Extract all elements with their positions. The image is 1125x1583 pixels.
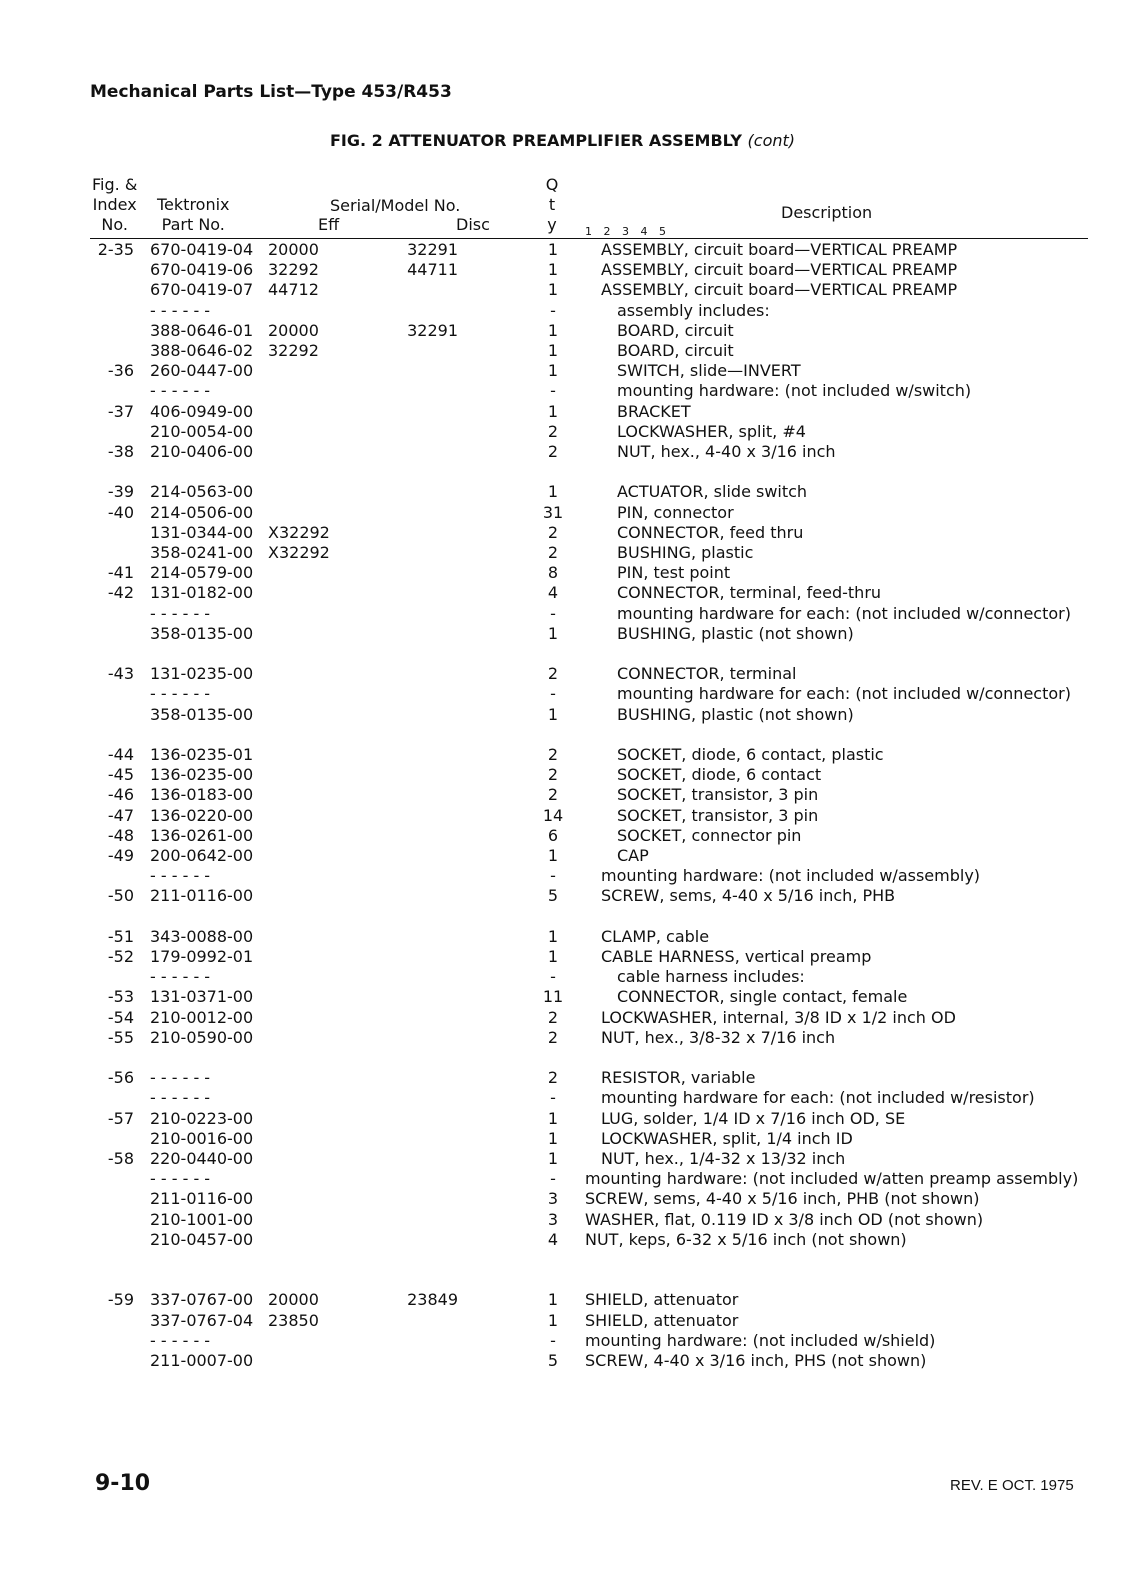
description-cell: mounting hardware for each: (not included w/resistor): [601, 1088, 1035, 1108]
description-cell: SOCKET, transistor, 3 pin: [617, 805, 819, 825]
table-row: [0, 1351, 1125, 1371]
description-cell: LOCKWASHER, split, 1/4 inch ID: [601, 1128, 853, 1148]
description-cell: ASSEMBLY, circuit board—VERTICAL PREAMP: [601, 240, 958, 259]
description-cell: NUT, hex., 3/8-32 x 7/16 inch: [601, 1027, 836, 1047]
serial-eff-cell: X32292: [268, 543, 330, 562]
quantity-cell: 2: [547, 1068, 559, 1088]
table-row: [0, 1088, 1125, 1108]
part-number-cell: 131-0235-00: [150, 664, 254, 684]
quantity-cell: 1: [547, 341, 559, 360]
description-cell: SOCKET, diode, 6 contact, plastic: [617, 745, 884, 764]
description-cell: NUT, keps, 6-32 x 5/16 inch (not shown): [585, 1229, 907, 1249]
table-row: [0, 1331, 1125, 1351]
serial-eff-cell: 20000: [268, 1290, 319, 1310]
quantity-cell: -: [550, 381, 556, 401]
description-cell: LOCKWASHER, internal, 3/8 ID x 1/2 inch OD: [601, 1007, 956, 1027]
part-number-cell: 670-0419-06: [150, 260, 254, 280]
serial-disc-cell: 32291: [407, 240, 458, 259]
part-number-cell: 220-0440-00: [150, 1149, 254, 1168]
index-cell: -38: [107, 442, 134, 461]
part-number-cell: 358-0135-00: [150, 623, 254, 643]
index-cell: -40: [107, 502, 134, 522]
index-cell: -41: [107, 563, 134, 583]
part-number-cell: - - - - - -: [150, 684, 211, 704]
description-cell: PIN, connector: [617, 502, 734, 522]
description-cell: CAP: [617, 846, 649, 865]
quantity-cell: 1: [547, 1108, 559, 1128]
part-number-cell: 210-0457-00: [150, 1229, 254, 1249]
part-number-cell: - - - - - -: [150, 381, 211, 401]
part-number-cell: 343-0088-00: [150, 926, 254, 946]
part-number-cell: 210-0012-00: [150, 1007, 254, 1027]
description-cell: CLAMP, cable: [601, 926, 710, 946]
quantity-cell: 1: [547, 482, 559, 502]
part-number-cell: - - - - - -: [150, 1169, 211, 1189]
quantity-cell: 1: [547, 361, 559, 381]
part-number-cell: 358-0241-00: [150, 543, 254, 562]
index-cell: -45: [107, 765, 134, 785]
table-row: [0, 240, 1125, 260]
table-row: [0, 765, 1125, 785]
index-cell: -59: [107, 1290, 134, 1310]
quantity-cell: 1: [547, 947, 559, 966]
table-row: [0, 1230, 1125, 1250]
table-row: [0, 664, 1125, 684]
index-cell: -56: [107, 1068, 134, 1088]
part-number-cell: 214-0563-00: [150, 482, 254, 502]
col-header-indent-levels: 1 2 3 4 5: [585, 225, 670, 238]
quantity-cell: 2: [547, 543, 559, 562]
index-cell: -36: [107, 361, 134, 381]
index-cell: -37: [107, 401, 134, 421]
description-cell: BUSHING, plastic (not shown): [617, 623, 854, 643]
index-cell: -55: [107, 1027, 134, 1047]
description-cell: SWITCH, slide—INVERT: [617, 361, 801, 381]
table-row: [0, 321, 1125, 341]
quantity-cell: 2: [547, 745, 559, 764]
table-row: [0, 442, 1125, 462]
revision-note: REV. E OCT. 1975: [950, 1477, 1074, 1494]
quantity-cell: 4: [547, 1229, 559, 1249]
index-cell: -46: [107, 785, 134, 805]
part-number-cell: 136-0261-00: [150, 825, 254, 845]
part-number-cell: 136-0235-00: [150, 765, 254, 785]
part-number-cell: 136-0235-01: [150, 745, 254, 764]
index-cell: -49: [107, 846, 134, 865]
quantity-cell: -: [550, 684, 556, 704]
part-number-cell: 210-0016-00: [150, 1128, 254, 1148]
description-cell: SCREW, sems, 4-40 x 5/16 inch, PHB: [601, 886, 896, 906]
description-cell: ASSEMBLY, circuit board—VERTICAL PREAMP: [601, 280, 958, 300]
serial-eff-cell: 20000: [268, 320, 319, 340]
quantity-cell: 14: [542, 805, 564, 825]
quantity-cell: 3: [547, 1189, 559, 1209]
quantity-cell: 2: [547, 1007, 559, 1027]
quantity-cell: 5: [547, 1351, 559, 1370]
table-row: [0, 341, 1125, 361]
index-cell: -54: [107, 1007, 134, 1027]
part-number-cell: 388-0646-02: [150, 341, 254, 360]
part-number-cell: 131-0344-00: [150, 522, 254, 542]
quantity-cell: 11: [542, 987, 564, 1007]
description-cell: mounting hardware: (not included w/switch): [617, 381, 972, 401]
quantity-cell: -: [550, 1088, 556, 1108]
table-row: [0, 604, 1125, 624]
part-number-cell: 211-0007-00: [150, 1351, 254, 1370]
quantity-cell: 1: [547, 260, 559, 280]
description-cell: RESISTOR, variable: [601, 1068, 756, 1088]
index-cell: -42: [107, 583, 134, 603]
part-number-cell: 210-0406-00: [150, 442, 254, 461]
table-row: [0, 1129, 1125, 1149]
description-cell: mounting hardware: (not included w/shield): [585, 1330, 936, 1350]
table-row: [0, 482, 1125, 502]
part-number-cell: - - - - - -: [150, 603, 211, 623]
part-number-cell: 210-0054-00: [150, 421, 254, 441]
description-cell: PIN, test point: [617, 563, 731, 583]
table-row: [0, 967, 1125, 987]
table-row: [0, 260, 1125, 280]
quantity-cell: -: [550, 603, 556, 623]
part-number-cell: - - - - - -: [150, 300, 211, 320]
figure-title: [0, 131, 1125, 150]
description-cell: NUT, hex., 4-40 x 3/16 inch: [617, 442, 836, 461]
table-row: [0, 543, 1125, 563]
quantity-cell: 4: [547, 583, 559, 603]
description-cell: SCREW, sems, 4-40 x 5/16 inch, PHB (not shown): [585, 1189, 980, 1209]
table-row: [0, 503, 1125, 523]
col-header-qty: Q t y: [545, 175, 559, 234]
description-cell: SHIELD, attenuator: [585, 1290, 739, 1310]
quantity-cell: 2: [547, 1027, 559, 1047]
description-cell: CONNECTOR, terminal, feed-thru: [617, 583, 882, 603]
serial-eff-cell: 32292: [268, 341, 319, 360]
table-row: [0, 1028, 1125, 1048]
index-cell: -57: [107, 1108, 134, 1128]
quantity-cell: 2: [547, 421, 559, 441]
quantity-cell: 1: [547, 623, 559, 643]
table-row: [0, 402, 1125, 422]
part-number-cell: 131-0182-00: [150, 583, 254, 603]
index-cell: -39: [107, 482, 134, 502]
serial-eff-cell: X32292: [268, 522, 330, 542]
table-row: [0, 927, 1125, 947]
part-number-cell: 211-0116-00: [150, 1189, 254, 1209]
table-row: [0, 583, 1125, 603]
quantity-cell: -: [550, 866, 556, 886]
quantity-cell: 1: [547, 1128, 559, 1148]
serial-eff-cell: 32292: [268, 260, 319, 280]
page-header-title: Mechanical Parts List—Type 453/R453: [90, 82, 452, 102]
quantity-cell: 1: [547, 1290, 559, 1310]
description-cell: CONNECTOR, single contact, female: [617, 987, 908, 1007]
table-row: [0, 1149, 1125, 1169]
description-cell: ACTUATOR, slide switch: [617, 482, 808, 502]
table-row: [0, 1189, 1125, 1209]
part-number-cell: 260-0447-00: [150, 361, 254, 381]
quantity-cell: 1: [547, 704, 559, 724]
table-row: [0, 523, 1125, 543]
part-number-cell: - - - - - -: [150, 1068, 211, 1088]
table-row: [0, 381, 1125, 401]
part-number-cell: 358-0135-00: [150, 704, 254, 724]
description-cell: mounting hardware: (not included w/atten preamp assembly): [585, 1169, 1079, 1189]
part-number-cell: 337-0767-04: [150, 1310, 254, 1330]
table-row: [0, 806, 1125, 826]
quantity-cell: 2: [547, 785, 559, 805]
index-cell: -58: [107, 1149, 134, 1168]
table-row: [0, 1311, 1125, 1331]
quantity-cell: 1: [547, 926, 559, 946]
col-header-fig-index: Fig. & Index No.: [92, 175, 138, 234]
quantity-cell: 6: [547, 825, 559, 845]
table-row: [0, 684, 1125, 704]
description-cell: LUG, solder, 1/4 ID x 7/16 inch OD, SE: [601, 1108, 906, 1128]
table-row: [0, 422, 1125, 442]
page-number: 9-10: [95, 1471, 151, 1496]
description-cell: LOCKWASHER, split, #4: [617, 421, 806, 441]
table-row: [0, 1068, 1125, 1088]
table-row: [0, 280, 1125, 300]
part-number-cell: - - - - - -: [150, 967, 211, 987]
description-cell: WASHER, flat, 0.119 ID x 3/8 inch OD (not shown): [585, 1209, 984, 1229]
table-row: [0, 947, 1125, 967]
quantity-cell: 2: [547, 522, 559, 542]
table-row: [0, 301, 1125, 321]
serial-eff-cell: 44712: [268, 280, 319, 300]
header-rule: [90, 238, 1088, 239]
part-number-cell: 670-0419-07: [150, 280, 254, 300]
part-number-cell: 136-0220-00: [150, 805, 254, 825]
index-cell: -50: [107, 886, 134, 906]
description-cell: CONNECTOR, feed thru: [617, 522, 804, 542]
description-cell: SHIELD, attenuator: [585, 1310, 739, 1330]
part-number-cell: 214-0506-00: [150, 502, 254, 522]
index-cell: -48: [107, 825, 134, 845]
table-row: [0, 826, 1125, 846]
quantity-cell: 2: [547, 765, 559, 785]
description-cell: BUSHING, plastic (not shown): [617, 704, 854, 724]
index-cell: -53: [107, 987, 134, 1007]
part-number-cell: 210-0590-00: [150, 1027, 254, 1047]
quantity-cell: 1: [547, 240, 559, 259]
part-number-cell: 214-0579-00: [150, 563, 254, 583]
part-number-cell: - - - - - -: [150, 1088, 211, 1108]
part-number-cell: 179-0992-01: [150, 947, 254, 966]
part-number-cell: - - - - - -: [150, 1330, 211, 1350]
description-cell: BOARD, circuit: [617, 341, 734, 360]
description-cell: SOCKET, transistor, 3 pin: [617, 785, 819, 805]
serial-disc-cell: 32291: [407, 320, 458, 340]
quantity-cell: -: [550, 1169, 556, 1189]
description-cell: mounting hardware for each: (not included w/connector): [617, 603, 1071, 623]
quantity-cell: 3: [547, 1209, 559, 1229]
quantity-cell: -: [550, 300, 556, 320]
serial-eff-cell: 23850: [268, 1310, 319, 1330]
description-cell: ASSEMBLY, circuit board—VERTICAL PREAMP: [601, 260, 958, 280]
part-number-cell: 337-0767-00: [150, 1290, 254, 1310]
description-cell: mounting hardware for each: (not included w/connector): [617, 684, 1071, 704]
index-cell: -51: [107, 926, 134, 946]
table-row: [0, 624, 1125, 644]
index-cell: -52: [107, 947, 134, 966]
serial-eff-cell: 20000: [268, 240, 319, 259]
col-header-part-no: Tektronix Part No.: [157, 195, 230, 234]
description-cell: SOCKET, connector pin: [617, 825, 802, 845]
part-number-cell: 670-0419-04: [150, 240, 254, 259]
quantity-cell: 1: [547, 846, 559, 865]
quantity-cell: 2: [547, 442, 559, 461]
table-row: [0, 1109, 1125, 1129]
description-cell: BOARD, circuit: [617, 320, 734, 340]
description-cell: NUT, hex., 1/4-32 x 13/32 inch: [601, 1149, 846, 1168]
table-row: [0, 1210, 1125, 1230]
index-cell: -44: [107, 745, 134, 764]
description-cell: CABLE HARNESS, vertical preamp: [601, 947, 872, 966]
figure-title-cont: (cont): [747, 131, 796, 150]
quantity-cell: 1: [547, 280, 559, 300]
table-row: [0, 1008, 1125, 1028]
table-row: [0, 846, 1125, 866]
table-row: [0, 785, 1125, 805]
part-number-cell: 131-0371-00: [150, 987, 254, 1007]
table-row: [0, 1169, 1125, 1189]
quantity-cell: 1: [547, 1310, 559, 1330]
description-cell: BRACKET: [617, 401, 691, 421]
index-cell: -43: [107, 664, 134, 684]
table-row: [0, 1290, 1125, 1310]
col-header-description: Description: [781, 203, 873, 222]
quantity-cell: 1: [547, 1149, 559, 1168]
quantity-cell: -: [550, 1330, 556, 1350]
quantity-cell: 8: [547, 563, 559, 583]
table-row: [0, 361, 1125, 381]
part-number-cell: 200-0642-00: [150, 846, 254, 865]
table-row: [0, 745, 1125, 765]
col-header-eff: Eff: [318, 215, 340, 234]
quantity-cell: 1: [547, 401, 559, 421]
description-cell: mounting hardware: (not included w/assembly): [601, 866, 981, 886]
description-cell: assembly includes:: [617, 300, 770, 320]
col-header-serial: Serial/Model No.: [330, 196, 461, 215]
index-cell: 2-35: [97, 240, 134, 259]
table-row: [0, 886, 1125, 906]
table-row: [0, 866, 1125, 886]
table-row: [0, 705, 1125, 725]
description-cell: BUSHING, plastic: [617, 543, 754, 562]
quantity-cell: 2: [547, 664, 559, 684]
figure-title-text: FIG. 2 ATTENUATOR PREAMPLIFIER ASSEMBLY: [329, 131, 742, 150]
quantity-cell: 1: [547, 320, 559, 340]
description-cell: cable harness includes:: [617, 967, 805, 987]
description-cell: CONNECTOR, terminal: [617, 664, 797, 684]
index-cell: -47: [107, 805, 134, 825]
quantity-cell: 31: [542, 502, 564, 522]
part-number-cell: 211-0116-00: [150, 886, 254, 906]
part-number-cell: 388-0646-01: [150, 320, 254, 340]
table-row: [0, 563, 1125, 583]
quantity-cell: -: [550, 967, 556, 987]
part-number-cell: - - - - - -: [150, 866, 211, 886]
part-number-cell: 406-0949-00: [150, 401, 254, 421]
quantity-cell: 5: [547, 886, 559, 906]
description-cell: SOCKET, diode, 6 contact: [617, 765, 822, 785]
part-number-cell: 210-0223-00: [150, 1108, 254, 1128]
serial-disc-cell: 44711: [407, 260, 458, 280]
part-number-cell: 136-0183-00: [150, 785, 254, 805]
col-header-disc: Disc: [456, 215, 490, 234]
serial-disc-cell: 23849: [407, 1290, 458, 1310]
description-cell: SCREW, 4-40 x 3/16 inch, PHS (not shown): [585, 1351, 927, 1370]
table-row: [0, 987, 1125, 1007]
part-number-cell: 210-1001-00: [150, 1209, 254, 1229]
